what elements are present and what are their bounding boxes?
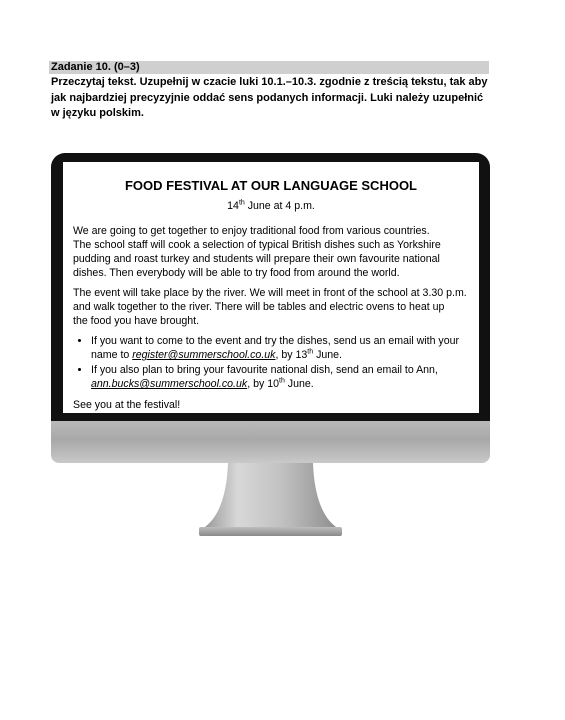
text-line: The event will take place by the river. We will meet in front of the school at 3.30 p.m. xyxy=(73,287,467,299)
text-line: • If you also plan to bring your favourite national dish, send an email to Ann, xyxy=(91,364,438,376)
text-fragment: name to xyxy=(91,349,133,361)
text-line: • If you want to come to the event and try the dishes, send us an email with your xyxy=(91,335,460,347)
notice-title: FOOD FESTIVAL AT OUR LANGUAGE SCHOOL xyxy=(124,178,418,193)
date-suffix: th xyxy=(238,199,245,207)
event-date xyxy=(73,199,469,213)
paragraph-intro xyxy=(73,224,469,280)
text-line: the food you have brought. xyxy=(73,315,200,327)
date-suffix: th xyxy=(307,348,314,356)
paragraph-location xyxy=(73,286,469,328)
text-line: and walk together to the river. There will be tables and electric ovens to heat up xyxy=(73,301,445,313)
list-item xyxy=(91,363,469,391)
text-line xyxy=(91,348,469,362)
text-fragment: June. xyxy=(313,349,342,361)
date-suffix: th xyxy=(279,377,285,385)
text-line: dishes. Then everybody will be able to try food from around the world. xyxy=(73,267,400,279)
instruction-line: w języku polskim. xyxy=(51,107,144,119)
notice-screen xyxy=(63,162,479,413)
date-rest: June at 4 p.m. xyxy=(244,200,315,212)
text-fragment: , by 10 xyxy=(247,378,280,390)
register-email-link[interactable]: register@summerschool.co.uk xyxy=(132,349,276,361)
instruction-line: Przeczytaj tekst. Uzupełnij w czacie luki 10.1.–10.3. zgodnie z treścią tekstu, tak aby xyxy=(51,76,488,88)
instruction-line: jak najbardziej precyzyjnie oddać sens podanych informacji. Luki należy uzupełnić xyxy=(51,91,484,104)
text-line: We are going to get together to enjoy traditional food from various countries. xyxy=(73,225,430,237)
text-fragment: , by 13 xyxy=(275,349,308,361)
list-item xyxy=(91,334,469,362)
text-line: pudding and roast turkey and students will prepare their own favourite national xyxy=(73,253,440,265)
text-line: The school staff will cook a selection of typical British dishes such as Yorkshire xyxy=(73,239,441,251)
closing-line: See you at the festival! xyxy=(73,399,181,411)
text-line xyxy=(91,377,469,391)
registration-list xyxy=(73,334,469,391)
task-header: Zadanie 10. (0–3) xyxy=(49,61,489,74)
ann-email-link[interactable]: ann.bucks@summerschool.co.uk xyxy=(91,378,248,390)
text-fragment: June. xyxy=(284,378,314,390)
date-day: 14 xyxy=(227,200,239,212)
